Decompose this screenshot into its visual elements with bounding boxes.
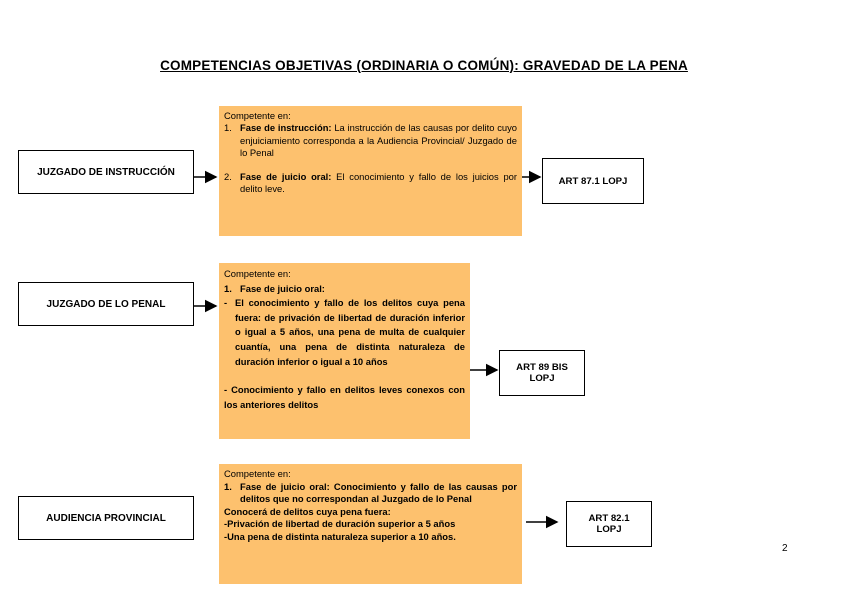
court-box-juzgado-instruccion [18, 150, 194, 194]
item-label: Fase de instrucción: [240, 122, 332, 134]
item-number: 1. [224, 282, 232, 294]
note-heading: Competente en: [224, 110, 291, 121]
court-label: AUDIENCIA PROVINCIAL [46, 512, 166, 524]
article-box-82-1 [566, 501, 652, 547]
item-label: Fase de juicio oral: [240, 282, 325, 294]
item-text: El conocimiento y fallo de los delitos cuya pena fuera: de privación de libertad de duración inferior o igual a 5 años, una pena de multa de cualquier cuantía, una pena de distinta naturaleza de duración inferior o igual a 10 años [235, 297, 465, 367]
note-line: -Privación de libertad de duración superior a 5 años [224, 518, 456, 530]
court-label: JUZGADO DE INSTRUCCIÓN [37, 166, 175, 178]
item-number: 1. [224, 480, 232, 492]
article-box-87-1 [542, 158, 644, 204]
note-item [224, 171, 517, 196]
item-number: 1. [224, 122, 232, 134]
item-number: 2. [224, 171, 232, 183]
article-label: LOPJ [529, 373, 555, 384]
note-item [224, 282, 465, 297]
item-label: Fase de juicio oral: [240, 480, 330, 492]
competence-note-audiencia [219, 464, 522, 584]
article-label: ART 82.1 [588, 513, 630, 524]
competence-note-penal [219, 263, 470, 439]
note-line: -Una pena de distinta naturaleza superior a 10 años. [224, 530, 456, 542]
item-text: La instrucción de las causas por delito cuyo enjuiciamiento corresponda a la Audiencia Provincial/ Juzgado de lo Penal [240, 122, 517, 158]
article-box-89-bis [499, 350, 585, 396]
note-heading: Competente en: [224, 468, 291, 479]
note-item [224, 122, 517, 159]
note-item [224, 481, 517, 506]
item-label: Fase de juicio oral: [240, 171, 332, 183]
article-label: ART 87.1 LOPJ [558, 175, 628, 187]
court-label: JUZGADO DE LO PENAL [46, 298, 166, 310]
item-bullet: - [224, 297, 228, 309]
article-label: LOPJ [596, 524, 622, 535]
page-title: COMPETENCIAS OBJETIVAS (ORDINARIA O COMÚN): GRAVEDAD DE LA PENA [160, 58, 688, 73]
note-line: Conocerá de delitos cuya pena fuera: [224, 505, 391, 517]
item-text: El conocimiento y fallo de los juicios por delito leve. [240, 171, 517, 195]
item-text: Conocimiento y fallo de las causas por delitos que no correspondan al Juzgado de lo Penal [240, 480, 517, 505]
note-item [224, 296, 465, 369]
article-label: ART 89 BIS [516, 362, 568, 373]
competence-note-instruccion [219, 106, 522, 236]
note-extra-text: - Conocimiento y fallo en delitos leves conexos con los anteriores delitos [224, 384, 465, 410]
note-heading: Competente en: [224, 268, 291, 279]
page-number: 2 [782, 543, 788, 554]
court-box-audiencia-provincial [18, 496, 194, 540]
court-box-juzgado-penal [18, 282, 194, 326]
